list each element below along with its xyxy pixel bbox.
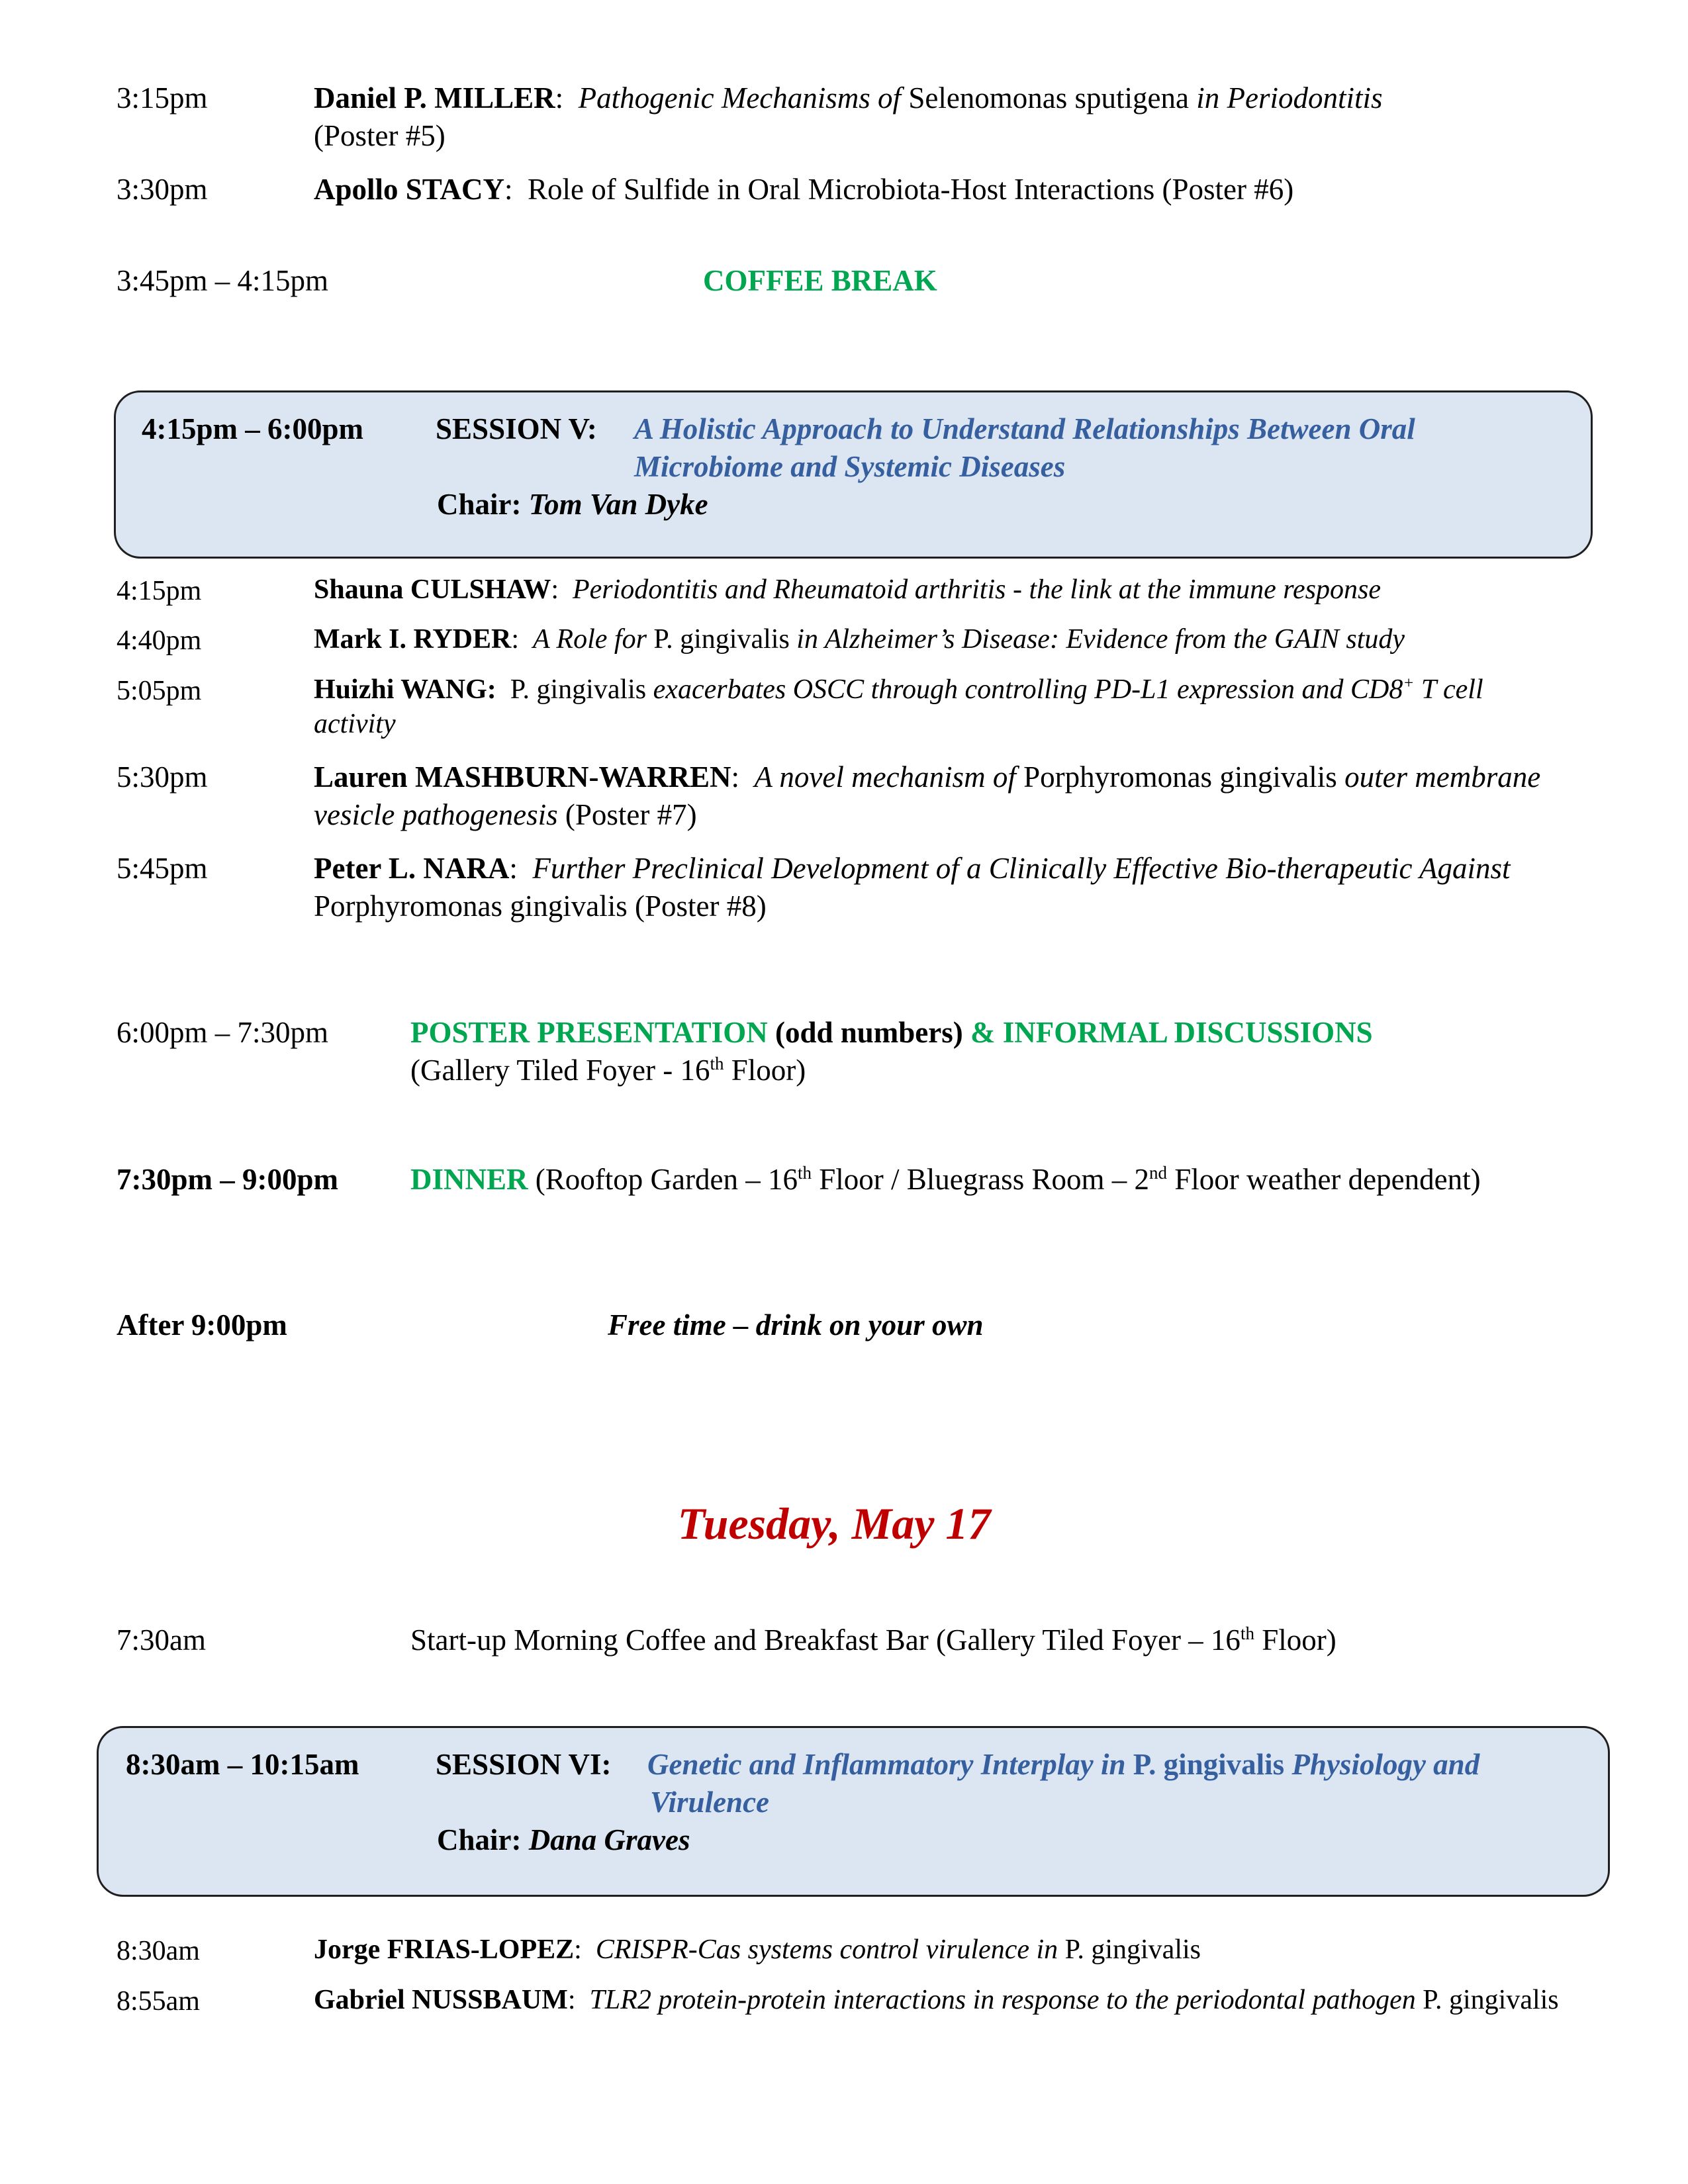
talk-title: Further Preclinical Development of a Clinically Effective Bio-therapeutic Against [532, 852, 1511, 885]
session-6-title-part: Physiology and [1291, 1748, 1480, 1781]
coffee-break-label: COFFEE BREAK [703, 264, 937, 297]
talk-entry: Shauna CULSHAW: Periodontitis and Rheumatoid arthritis - the link at the immune response [314, 574, 1381, 605]
poster-presentation-entry [410, 1014, 1602, 1089]
session-6-title-line2: Virulence [650, 1786, 770, 1819]
dinner-location: Floor weather dependent) [1166, 1163, 1481, 1196]
poster-location-suffix: Floor) [724, 1054, 806, 1087]
talk-time: 3:30pm [117, 173, 208, 206]
talk-entry [314, 672, 1571, 741]
talk-title: Pathogenic Mechanisms of [578, 81, 902, 114]
dinner-location: (Rooftop Garden – 16 [535, 1163, 798, 1196]
chair-name: Tom Van Dyke [528, 488, 708, 521]
talk-title: CRISPR-Cas systems control virulence in [595, 1934, 1058, 1965]
session-6-time: 8:30am – 10:15am [126, 1748, 359, 1781]
speaker-name: Daniel P. MILLER [314, 81, 555, 114]
superscript: th [1240, 1623, 1254, 1643]
session-6-title-part: Genetic and Inflammatory Interplay in [647, 1748, 1126, 1781]
free-time-label: Free time – drink on your own [608, 1308, 984, 1342]
talk-title: in Alzheimer’s Disease: Evidence from the GAIN study [796, 624, 1405, 655]
talk-title: exacerbates OSCC through controlling PD-L1 expression and CD8 [653, 674, 1403, 705]
organism-name: P. gingivalis [1133, 1748, 1285, 1781]
chair-label: Chair: [437, 488, 522, 521]
speaker-name: Huizhi WANG: [314, 674, 496, 705]
talk-entry: Jorge FRIAS-LOPEZ: CRISPR-Cas systems control virulence in P. gingivalis [314, 1934, 1201, 1965]
coffee-break-time: 3:45pm – 4:15pm [117, 264, 329, 297]
organism-name: Porphyromonas gingivalis [314, 889, 628, 923]
speaker-name: Lauren MASHBURN-WARREN [314, 760, 731, 794]
breakfast-entry [410, 1621, 1336, 1659]
talk-title: Periodontitis and Rheumatoid arthritis - the link at the immune response [572, 574, 1381, 605]
poster-number: (Poster #5) [314, 119, 445, 152]
poster-odd-numbers: (odd numbers) [774, 1016, 963, 1049]
informal-discussions-label: & INFORMAL DISCUSSIONS [970, 1016, 1373, 1049]
superscript: nd [1149, 1163, 1167, 1183]
talk-entry: Lauren MASHBURN-WARREN: A novel mechanism of Porphyromonas gingivalis outer membrane vesicle pathogenesis (Poster #7) [314, 760, 1541, 831]
session-6-label: SESSION VI: [436, 1748, 612, 1781]
session-6-chair [437, 1821, 690, 1859]
talk-time: 5:05pm [117, 676, 202, 706]
organism-name: P. gingivalis [653, 624, 790, 655]
talk-time: 4:40pm [117, 625, 202, 656]
talk-title: T cell activity [314, 674, 1483, 739]
talk-entry: Gabriel NUSSBAUM: TLR2 protein-protein interactions in response to the periodontal pathogen P. gingivalis [314, 1985, 1559, 2015]
breakfast-text-suffix: Floor) [1254, 1623, 1336, 1657]
session-5-time: 4:15pm – 6:00pm [142, 412, 363, 445]
chair-label: Chair: [437, 1823, 522, 1856]
talk-time: 8:30am [117, 1936, 200, 1966]
speaker-name: Jorge FRIAS-LOPEZ [314, 1934, 575, 1965]
breakfast-text: Start-up Morning Coffee and Breakfast Bar (Gallery Tiled Foyer – 16 [410, 1623, 1241, 1657]
poster-number: (Poster #7) [565, 798, 697, 831]
session-5-title: A Holistic Approach to Understand Relationships Between Oral [634, 412, 1415, 445]
after-time: After 9:00pm [117, 1308, 287, 1342]
talk-title: A novel mechanism of [754, 760, 1016, 794]
talk-entry: Daniel P. MILLER: Pathogenic Mechanisms of Selenomonas sputigena in Periodontitis (Poster #5) [314, 81, 1383, 152]
organism-name: Porphyromonas gingivalis [1023, 760, 1337, 794]
dinner-label: DINNER [410, 1163, 528, 1196]
session-5-chair [437, 486, 708, 523]
dinner-location: Floor / Bluegrass Room – 2 [811, 1163, 1149, 1196]
poster-label: POSTER PRESENTATION [410, 1016, 768, 1049]
talk-title: A Role for [533, 624, 647, 655]
talk-title: outer membrane vesicle pathogenesis [314, 760, 1541, 831]
session-5-label: SESSION V: [436, 412, 597, 445]
session-6-title [647, 1746, 1479, 1784]
dinner-time: 7:30pm – 9:00pm [117, 1163, 338, 1196]
speaker-name: Mark I. RYDER [314, 624, 512, 655]
poster-location: (Gallery Tiled Foyer - 16 [410, 1054, 710, 1087]
speaker-name: Apollo STACY [314, 173, 504, 206]
speaker-name: Shauna CULSHAW [314, 574, 551, 605]
speaker-name: Peter L. NARA [314, 852, 510, 885]
superscript: th [797, 1163, 812, 1183]
talk-time: 5:45pm [117, 852, 208, 885]
talk-time: 4:15pm [117, 576, 202, 606]
session-5-title-line2: Microbiome and Systemic Diseases [634, 450, 1066, 483]
talk-title: Role of Sulfide in Oral Microbiota-Host Interactions (Poster #6) [528, 173, 1294, 206]
talk-title: in Periodontitis [1196, 81, 1383, 114]
talk-time: 8:55am [117, 1986, 200, 2017]
organism-name: Selenomonas sputigena [908, 81, 1189, 114]
organism-name: P. gingivalis [1064, 1934, 1201, 1965]
superscript: th [710, 1054, 724, 1073]
breakfast-time: 7:30am [117, 1623, 206, 1657]
talk-entry: Apollo STACY: Role of Sulfide in Oral Microbiota-Host Interactions (Poster #6) [314, 173, 1294, 206]
organism-name: P. gingivalis [510, 674, 647, 705]
superscript: + [1403, 674, 1415, 692]
organism-name: P. gingivalis [1423, 1985, 1559, 2015]
talk-time: 5:30pm [117, 760, 208, 794]
talk-entry: Peter L. NARA: Further Preclinical Development of a Clinically Effective Bio-therapeutic Against Porphyromonas gingivalis (Poster #8) [314, 852, 1511, 923]
day-heading: Tuesday, May 17 [677, 1498, 991, 1549]
speaker-name: Gabriel NUSSBAUM [314, 1985, 568, 2015]
chair-name: Dana Graves [528, 1823, 690, 1856]
talk-title: TLR2 protein-protein interactions in response to the periodontal pathogen [589, 1985, 1416, 2015]
dinner-entry [410, 1161, 1549, 1199]
poster-time: 6:00pm – 7:30pm [117, 1016, 329, 1049]
talk-time: 3:15pm [117, 81, 208, 114]
poster-number: (Poster #8) [634, 889, 767, 923]
talk-entry: Mark I. RYDER: A Role for P. gingivalis in Alzheimer’s Disease: Evidence from the GAIN study [314, 624, 1405, 655]
